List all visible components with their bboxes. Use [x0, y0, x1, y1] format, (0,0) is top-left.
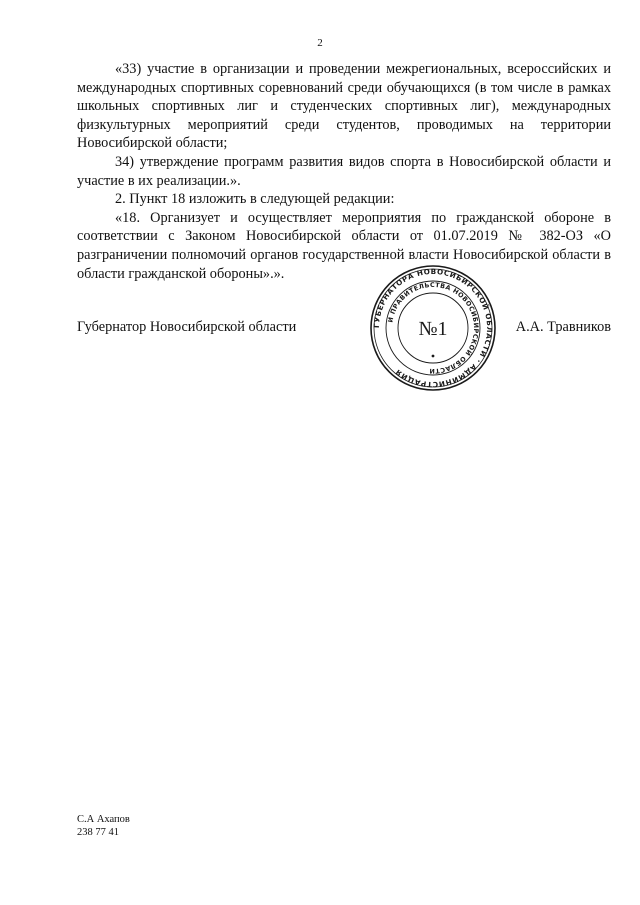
seal-outer-text: ГУБЕРНАТОРА НОВОСИБИРСКОЙ ОБЛАСТИ · АДМИНИСТРАЦИЯ	[371, 266, 495, 390]
page-number: 2	[317, 37, 323, 49]
paragraph-point-2: 2. Пункт 18 изложить в следующей редакции:	[115, 191, 395, 208]
seal-number: №1	[418, 318, 448, 340]
official-seal-stamp	[369, 264, 497, 392]
signer-name: А.А. Травников	[515, 319, 611, 335]
footer-author: С.А Ахапов	[77, 814, 130, 825]
footer-contact	[77, 813, 130, 839]
footer-phone: 238 77 41	[77, 827, 119, 838]
seal-inner-text: И ПРАВИТЕЛЬСТВА НОВОСИБИРСКОЙ ОБЛАСТИ	[386, 280, 481, 376]
paragraph-item-34: 34) утверждение программ развития видов спорта в Новосибирской области и участие в их реализации.».	[77, 153, 611, 189]
seal-star-icon	[432, 355, 435, 358]
paragraph-item-33: «33) участие в организации и проведении межрегиональных, всероссийских и международных спортивных соревнований среди обучающихся (в том числе в рамках школьных спортивных лиг и студенческих спортивных лиг), международных физкультурных мероприятий среди студентов, проводимых на территории Новосибирской области;	[77, 61, 611, 152]
signer-title: Губернатор Новосибирской области	[77, 319, 297, 335]
document-body	[77, 60, 611, 283]
paragraph-item-18: «18. Организует и осуществляет мероприятия по гражданской обороне в соответствии с Законом Новосибирской области от 01.07.2019 № 382-ОЗ «О разграничении полномочий органов государственной власти Новосибирской области в области гражданской обороны».».	[77, 209, 611, 282]
signature-block	[77, 318, 611, 340]
